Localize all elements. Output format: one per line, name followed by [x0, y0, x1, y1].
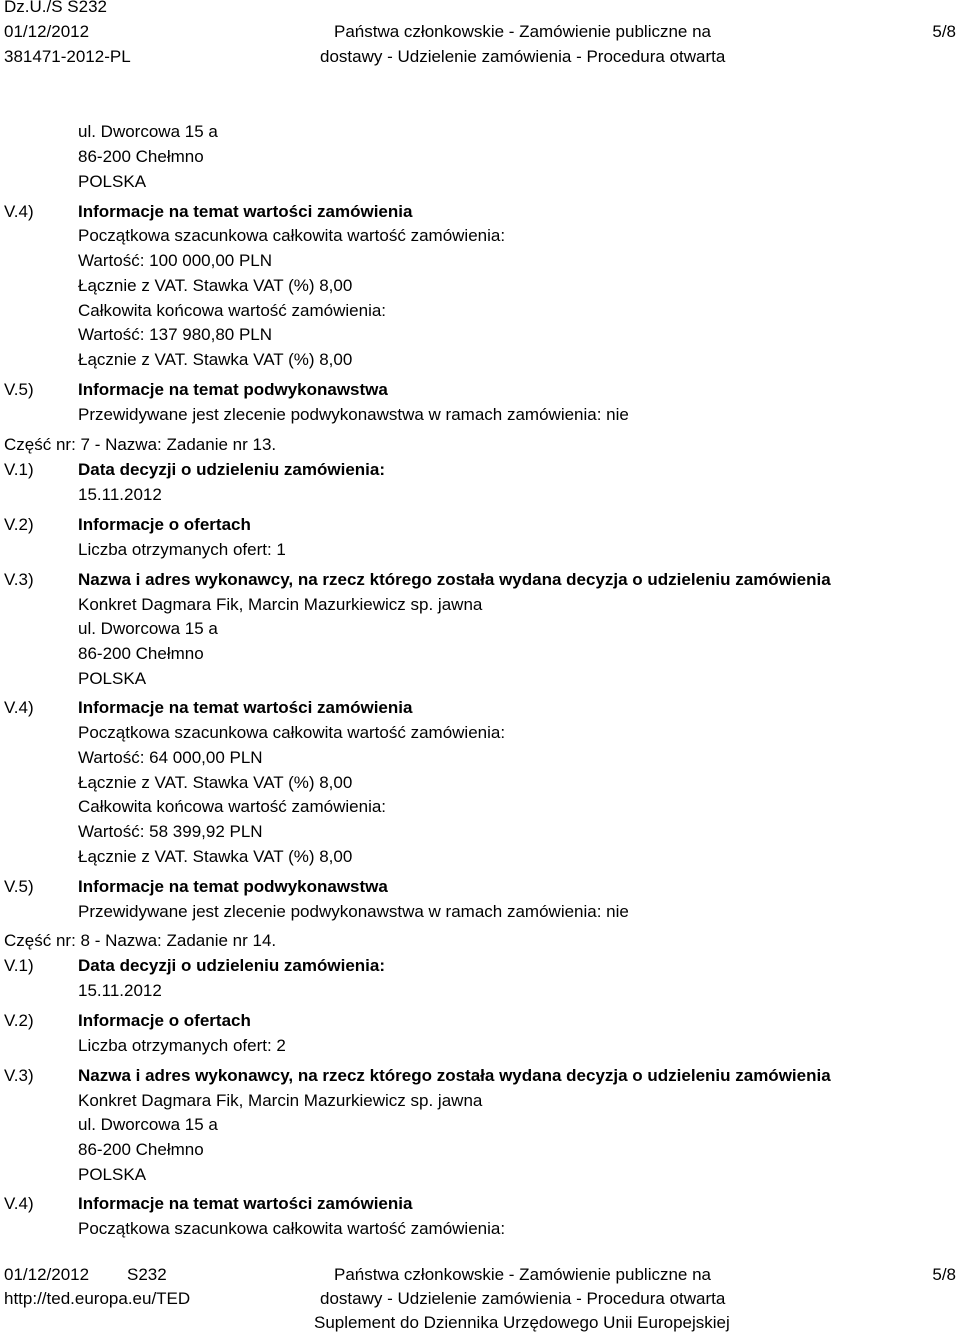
final-value: Wartość: 137 980,80 PLN: [78, 325, 273, 344]
subcontract-text: Przewidywane jest zlecenie podwykonawstwa w ramach zamówienia: nie: [78, 405, 629, 424]
notice-number: 381471-2012-PL: [4, 47, 131, 66]
footer-page-number: 5/8: [932, 1265, 956, 1284]
section-heading: Informacje na temat wartości zamówienia: [78, 1194, 413, 1213]
initial-value: Wartość: 64 000,00 PLN: [78, 748, 263, 767]
footer-date: 01/12/2012: [4, 1265, 90, 1284]
address-city: 86-200 Chełmno: [78, 1140, 204, 1159]
vat-line: Łącznie z VAT. Stawka VAT (%) 8,00: [78, 350, 353, 369]
footer-title-line2: dostawy - Udzielenie zamówienia - Procedura otwarta: [320, 1289, 726, 1308]
section-number: V.3): [4, 570, 34, 589]
section-number: V.1): [4, 460, 34, 479]
initial-value-label: Początkowa szacunkowa całkowita wartość zamówienia:: [78, 1219, 506, 1238]
section-number: V.2): [4, 515, 34, 534]
vat-line: Łącznie z VAT. Stawka VAT (%) 8,00: [78, 847, 353, 866]
section-number: V.2): [4, 1011, 34, 1030]
address-country: POLSKA: [78, 669, 147, 688]
section-number: V.1): [4, 956, 34, 975]
header-date: 01/12/2012: [4, 22, 90, 41]
vat-line: Łącznie z VAT. Stawka VAT (%) 8,00: [78, 276, 353, 295]
section-number: V.4): [4, 698, 34, 717]
address-city: 86-200 Chełmno: [78, 644, 204, 663]
footer-issue: S232: [127, 1265, 167, 1284]
offers-count: Liczba otrzymanych ofert: 1: [78, 540, 286, 559]
section-heading: Nazwa i adres wykonawcy, na rzecz którego została wydana decyzja o udzieleniu zamówienia: [78, 570, 831, 589]
header-page-number: 5/8: [932, 22, 956, 41]
section-number: V.3): [4, 1066, 34, 1085]
section-number: V.5): [4, 380, 34, 399]
part-title: Część nr: 8 - Nazwa: Zadanie nr 14.: [4, 931, 277, 950]
section-heading: Informacje na temat wartości zamówienia: [78, 202, 413, 221]
footer-url[interactable]: http://ted.europa.eu/TED: [4, 1289, 191, 1308]
part-title: Część nr: 7 - Nazwa: Zadanie nr 13.: [4, 435, 277, 454]
initial-value-label: Początkowa szacunkowa całkowita wartość zamówienia:: [78, 226, 506, 245]
initial-value: Wartość: 100 000,00 PLN: [78, 251, 273, 270]
address-city: 86-200 Chełmno: [78, 147, 204, 166]
final-value-label: Całkowita końcowa wartość zamówienia:: [78, 797, 387, 816]
section-heading: Informacje na temat podwykonawstwa: [78, 380, 388, 399]
journal-ref: Dz.U./S S232: [4, 0, 107, 16]
address-country: POLSKA: [78, 1165, 147, 1184]
section-number: V.5): [4, 877, 34, 896]
section-number: V.4): [4, 1194, 34, 1213]
decision-date: 15.11.2012: [78, 981, 162, 1000]
section-heading: Data decyzji o udzieleniu zamówienia:: [78, 956, 386, 975]
header-title-line1: Państwa członkowskie - Zamówienie publiczne na: [334, 22, 712, 41]
section-heading: Nazwa i adres wykonawcy, na rzecz którego została wydana decyzja o udzieleniu zamówienia: [78, 1066, 831, 1085]
contractor-name: Konkret Dagmara Fik, Marcin Mazurkiewicz sp. jawna: [78, 1091, 483, 1110]
offers-count: Liczba otrzymanych ofert: 2: [78, 1036, 286, 1055]
address-street: ul. Dworcowa 15 a: [78, 619, 218, 638]
contractor-name: Konkret Dagmara Fik, Marcin Mazurkiewicz sp. jawna: [78, 595, 483, 614]
address-street: ul. Dworcowa 15 a: [78, 1115, 218, 1134]
section-heading: Informacje na temat wartości zamówienia: [78, 698, 413, 717]
footer-title-line3: Suplement do Dziennika Urzędowego Unii Europejskiej: [314, 1313, 730, 1332]
initial-value-label: Początkowa szacunkowa całkowita wartość zamówienia:: [78, 723, 506, 742]
final-value-label: Całkowita końcowa wartość zamówienia:: [78, 301, 387, 320]
section-heading: Informacje na temat podwykonawstwa: [78, 877, 388, 896]
final-value: Wartość: 58 399,92 PLN: [78, 822, 263, 841]
header-title-line2: dostawy - Udzielenie zamówienia - Procedura otwarta: [320, 47, 726, 66]
section-heading: Informacje o ofertach: [78, 1011, 251, 1030]
section-number: V.4): [4, 202, 34, 221]
section-heading: Informacje o ofertach: [78, 515, 251, 534]
decision-date: 15.11.2012: [78, 485, 162, 504]
footer-title-line1: Państwa członkowskie - Zamówienie publiczne na: [334, 1265, 712, 1284]
section-heading: Data decyzji o udzieleniu zamówienia:: [78, 460, 386, 479]
address-country: POLSKA: [78, 172, 147, 191]
address-street: ul. Dworcowa 15 a: [78, 122, 218, 141]
vat-line: Łącznie z VAT. Stawka VAT (%) 8,00: [78, 773, 353, 792]
subcontract-text: Przewidywane jest zlecenie podwykonawstwa w ramach zamówienia: nie: [78, 902, 629, 921]
